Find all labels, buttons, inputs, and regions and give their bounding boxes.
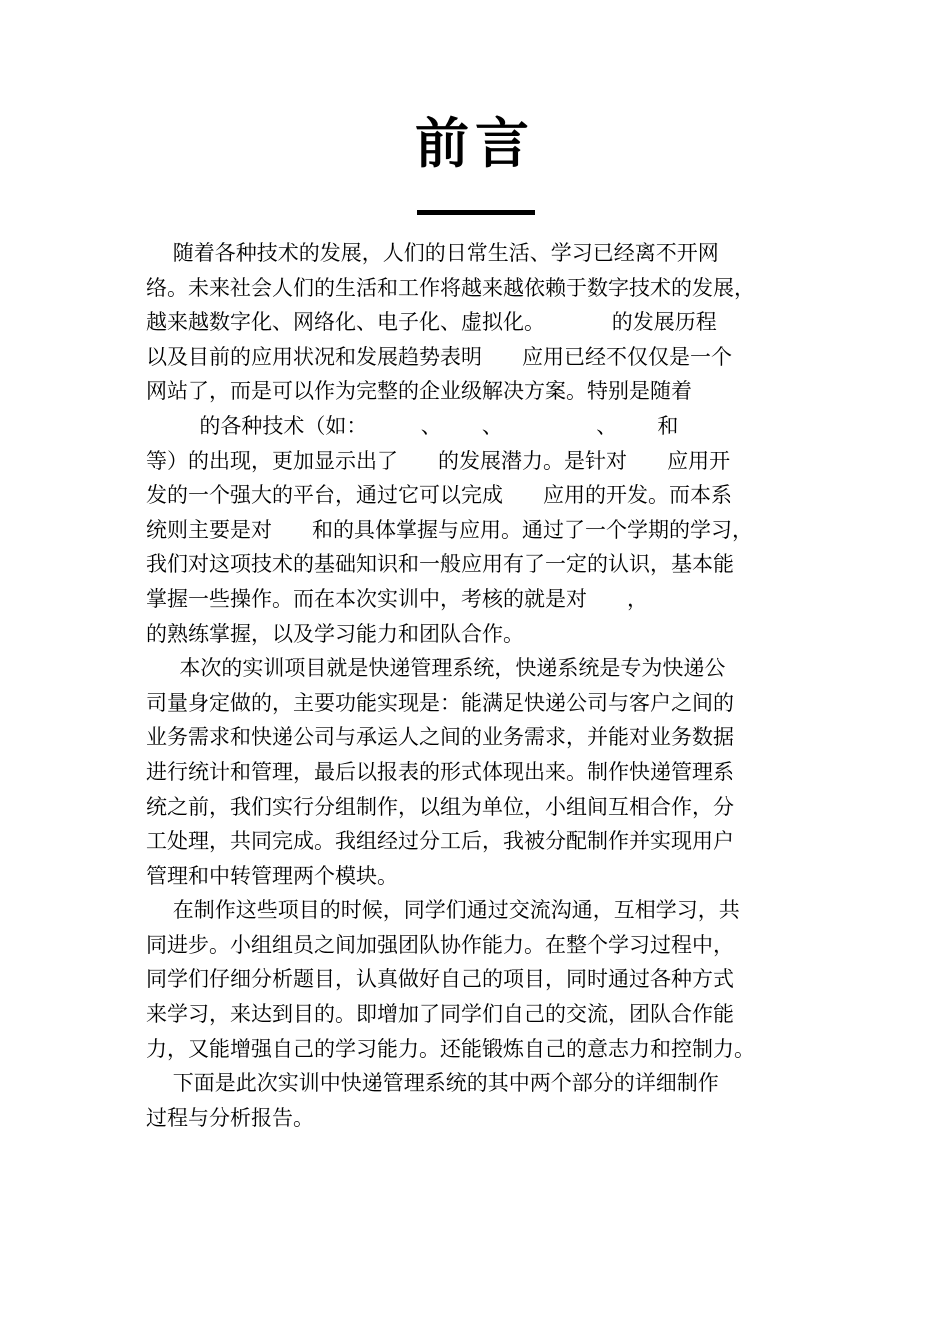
text-line: 的各种技术（如： 、 、 、 和 <box>146 413 679 438</box>
text-line: 进行统计和管理，最后以报表的形式体现出来。制作快递管理系 <box>146 759 734 784</box>
text-line: 本次的实训项目就是快递管理系统，快递系统是专为快递公 <box>146 656 726 681</box>
text-line: 业务需求和快递公司与承运人之间的业务需求，并能对业务数据 <box>146 725 734 750</box>
text-line: 工处理，共同完成。我组经过分工后，我被分配制作并实现用户 <box>146 829 734 854</box>
text-line: 同学们仔细分析题目，认真做好自己的项目，同时通过各种方式 <box>146 967 734 992</box>
text-line: 统则主要是对 和的具体掌握与应用。通过了一个学期的学习， <box>146 517 754 542</box>
text-line: 越来越数字化、网络化、电子化、虚拟化。 的发展历程 <box>146 310 717 335</box>
text-line: 的熟练掌握，以及学习能力和团队合作。 <box>146 621 524 646</box>
text-line: 过程与分析报告。 <box>146 1105 314 1130</box>
text-line: 掌握一些操作。而在本次实训中，考核的就是对 ， <box>146 586 649 611</box>
text-line: 统之前，我们实行分组制作，以组为单位，小组间互相合作，分 <box>146 794 734 819</box>
title-underline <box>417 210 535 215</box>
text-line: 等）的出现，更加显示出了 的发展潜力。是针对 应用开 <box>146 448 731 473</box>
text-line: 下面是此次实训中快递管理系统的其中两个部分的详细制作 <box>146 1071 719 1096</box>
text-line: 同进步。小组组员之间加强团队协作能力。在整个学习过程中， <box>146 932 734 957</box>
text-line: 在制作这些项目的时候，同学们通过交流沟通，互相学习，共 <box>146 898 740 923</box>
text-line: 管理和中转管理两个模块。 <box>146 863 398 888</box>
page-title: 前言 <box>415 112 535 175</box>
text-line: 络。未来社会人们的生活和工作将越来越依赖于数字技术的发展， <box>146 275 755 300</box>
text-line: 以及目前的应用状况和发展趋势表明 应用已经不仅仅是一个 <box>146 344 733 369</box>
preface-body <box>146 236 818 1135</box>
text-line: 发的一个强大的平台，通过它可以完成 应用的开发。而本系 <box>146 483 733 508</box>
text-line: 网站了，而是可以作为完整的企业级解决方案。特别是随着 <box>146 379 692 404</box>
text-line: 力，又能增强自己的学习能力。还能锻炼自己的意志力和控制力。 <box>146 1036 755 1061</box>
text-line: 随着各种技术的发展，人们的日常生活、学习已经离不开网 <box>146 241 719 265</box>
text-line: 我们对这项技术的基础知识和一般应用有了一定的认识，基本能 <box>146 552 734 577</box>
text-line: 司量身定做的，主要功能实现是：能满足快递公司与客户之间的 <box>146 690 734 715</box>
text-line: 来学习，来达到目的。即增加了同学们自己的交流，团队合作能 <box>146 1002 734 1027</box>
